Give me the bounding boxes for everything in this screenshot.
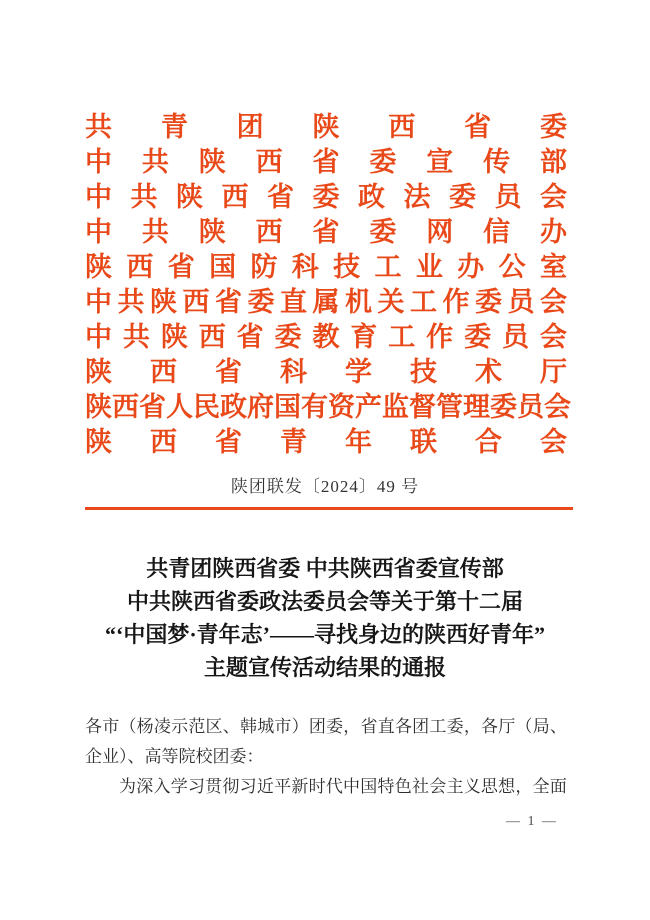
letterhead-org-line-3: 中 共 陕 西 省 委 政 法 委 员 会: [85, 182, 567, 212]
page-number: — 1 —: [506, 814, 558, 829]
letterhead-org-line-10: 陕 西 省 青 年 联 合 会: [85, 427, 567, 457]
body-paragraph-line-1: 为 深 入 学 习 贯 彻 习 近 平 新 时 代 中 国 特 色 社 会 主 义 思 想 ， 全 面: [119, 777, 567, 796]
title-line-1: 共青团陕西省委 中共陕西省委宣传部: [146, 556, 504, 581]
letterhead-org-line-7: 中 共 陕 西 省 委 教 育 工 作 委 员 会: [85, 322, 567, 352]
letterhead-org-line-8: 陕 西 省 科 学 技 术 厅: [85, 357, 567, 387]
body-text: [85, 712, 567, 802]
document-title: [0, 552, 650, 684]
doc-number: 陕团联发〔2024〕49 号: [230, 477, 420, 496]
title-line-4: 主题宣传活动结果的通报: [203, 655, 446, 680]
letterhead: [85, 110, 571, 460]
title-line-3: “‘中国梦·青年志’——寻找身边的陕西好青年”: [105, 622, 545, 647]
body-salutation-line-1: 各 市 （ 杨 凌 示 范 区 、 韩 城 市 ） 团 委 ， 省 直 各 团 工 委 ， 各 厅 （ 局 、: [85, 717, 567, 736]
letterhead-org-line-4: 中 共 陕 西 省 委 网 信 办: [85, 217, 567, 247]
letterhead-org-line-5: 陕 西 省 国 防 科 技 工 业 办 公 室: [85, 252, 567, 282]
letterhead-org-line-6: 中 共 陕 西 省 委 直 属 机 关 工 作 委 员 会: [85, 287, 567, 317]
title-line-2: 中共陕西省委政法委员会等关于第十二届: [126, 589, 523, 614]
letterhead-org-line-1: 共 青 团 陕 西 省 委: [85, 112, 567, 142]
letterhead-org-line-2: 中 共 陕 西 省 委 宣 传 部: [85, 147, 567, 177]
letterhead-org-line-9: 陕 西 省 人 民 政 府 国 有 资 产 监 督 管 理 委 员 会: [85, 392, 571, 422]
red-divider-line: [85, 507, 573, 510]
body-salutation-line-2: 企业）、高等院校团委：: [85, 747, 264, 766]
